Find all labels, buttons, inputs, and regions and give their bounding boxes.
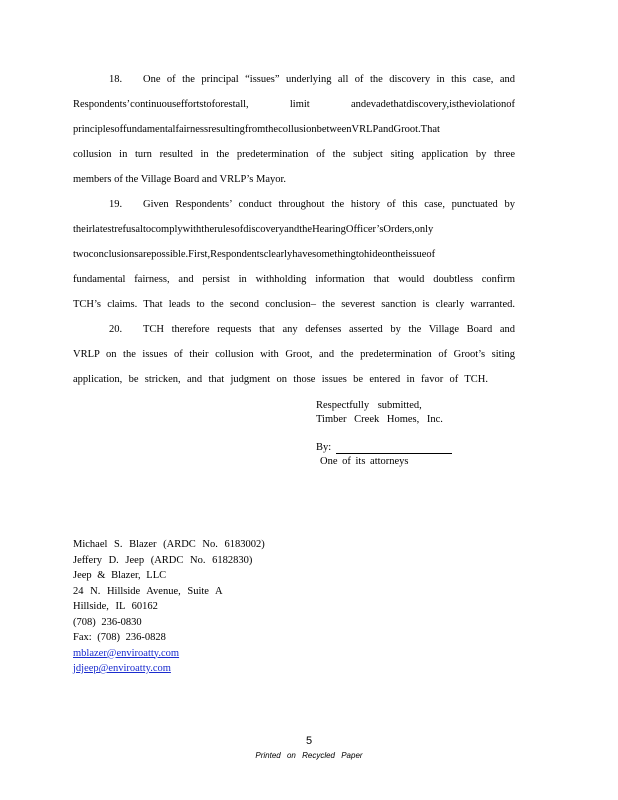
footer-note: Printed on Recycled Paper <box>255 751 363 760</box>
paragraph-number: 20. <box>109 324 123 335</box>
paragraph-20-line-3: application, be stricken, and that judgment on those issues be entered in favor of TCH. <box>73 374 488 385</box>
city-state-zip: Hillside, IL 60162 <box>73 601 158 612</box>
signature-line <box>336 453 452 454</box>
email-link[interactable]: mblazer@enviroatty.com <box>73 647 180 659</box>
paragraph-19-line-3: twoconclusionsarepossible.First,Respondentsclearlyhavesomethingtohideontheissueof <box>73 249 436 260</box>
paragraph-18-line-5: members of the Village Board and VRLP’s Mayor. <box>73 174 287 185</box>
fax-number: Fax: (708) 236-0828 <box>73 632 166 643</box>
paragraph-20-line-2: VRLP on the issues of their collusion with Groot, and the predetermination of Groot’s siting <box>73 349 515 360</box>
paragraph-19-line-1 <box>73 198 515 212</box>
attorney-contact-block <box>73 537 265 677</box>
paragraph-18-line-4: collusion in turn resulted in the predetermination of the subject siting application by three <box>73 149 515 160</box>
paragraph-18-line-2: Respondents’continuouseffortstoforestall, limit andevadethatdiscovery,istheviolationof <box>73 99 515 110</box>
firm-name: Jeep & Blazer, LLC <box>73 570 167 581</box>
paragraph-20-line-1 <box>73 323 515 337</box>
signature-by-label: By: <box>316 442 332 453</box>
signature-party: Timber Creek Homes, Inc. <box>316 414 443 425</box>
email-link[interactable]: jdjeep@enviroatty.com <box>73 663 171 674</box>
phone-number: (708) 236-0830 <box>73 616 142 628</box>
paragraph-18-line-3: principlesoffundamentalfairnessresultingfromthecollusionbetweenVRLPandGroot.That <box>73 124 440 135</box>
signature-closing: Respectfully submitted, <box>316 400 422 411</box>
paragraph-19-line-5: TCH’s claims. That leads to the second conclusion– the severest sanction is clearly warranted. <box>73 299 515 310</box>
signature-role: One of its attorneys <box>320 456 409 467</box>
paragraph-18-line-1 <box>73 73 515 87</box>
street-address: 24 N. Hillside Avenue, Suite A <box>73 585 223 597</box>
page-number: 5 <box>305 735 313 747</box>
paragraph-number: 18. <box>109 74 123 85</box>
paragraph-19-line-2: theirlatestrefusaltocomplywiththerulesofdiscoveryandtheHearingOfficer’sOrders,only <box>73 224 434 235</box>
paragraph-19-line-4: fundamental fairness, and persist in withholding information that would doubtless confirm <box>73 274 515 285</box>
paragraph-text: Given Respondents’ conduct throughout the history of this case, punctuated by <box>143 199 515 210</box>
attorney-name: Michael S. Blazer (ARDC No. 6183002) <box>73 539 265 550</box>
paragraph-text: One of the principal “issues” underlying all of the discovery in this case, and <box>143 74 515 85</box>
paragraph-text: TCH therefore requests that any defenses asserted by the Village Board and <box>143 324 515 335</box>
attorney-name: Jeffery D. Jeep (ARDC No. 6182830) <box>73 554 253 566</box>
paragraph-number: 19. <box>109 199 123 210</box>
